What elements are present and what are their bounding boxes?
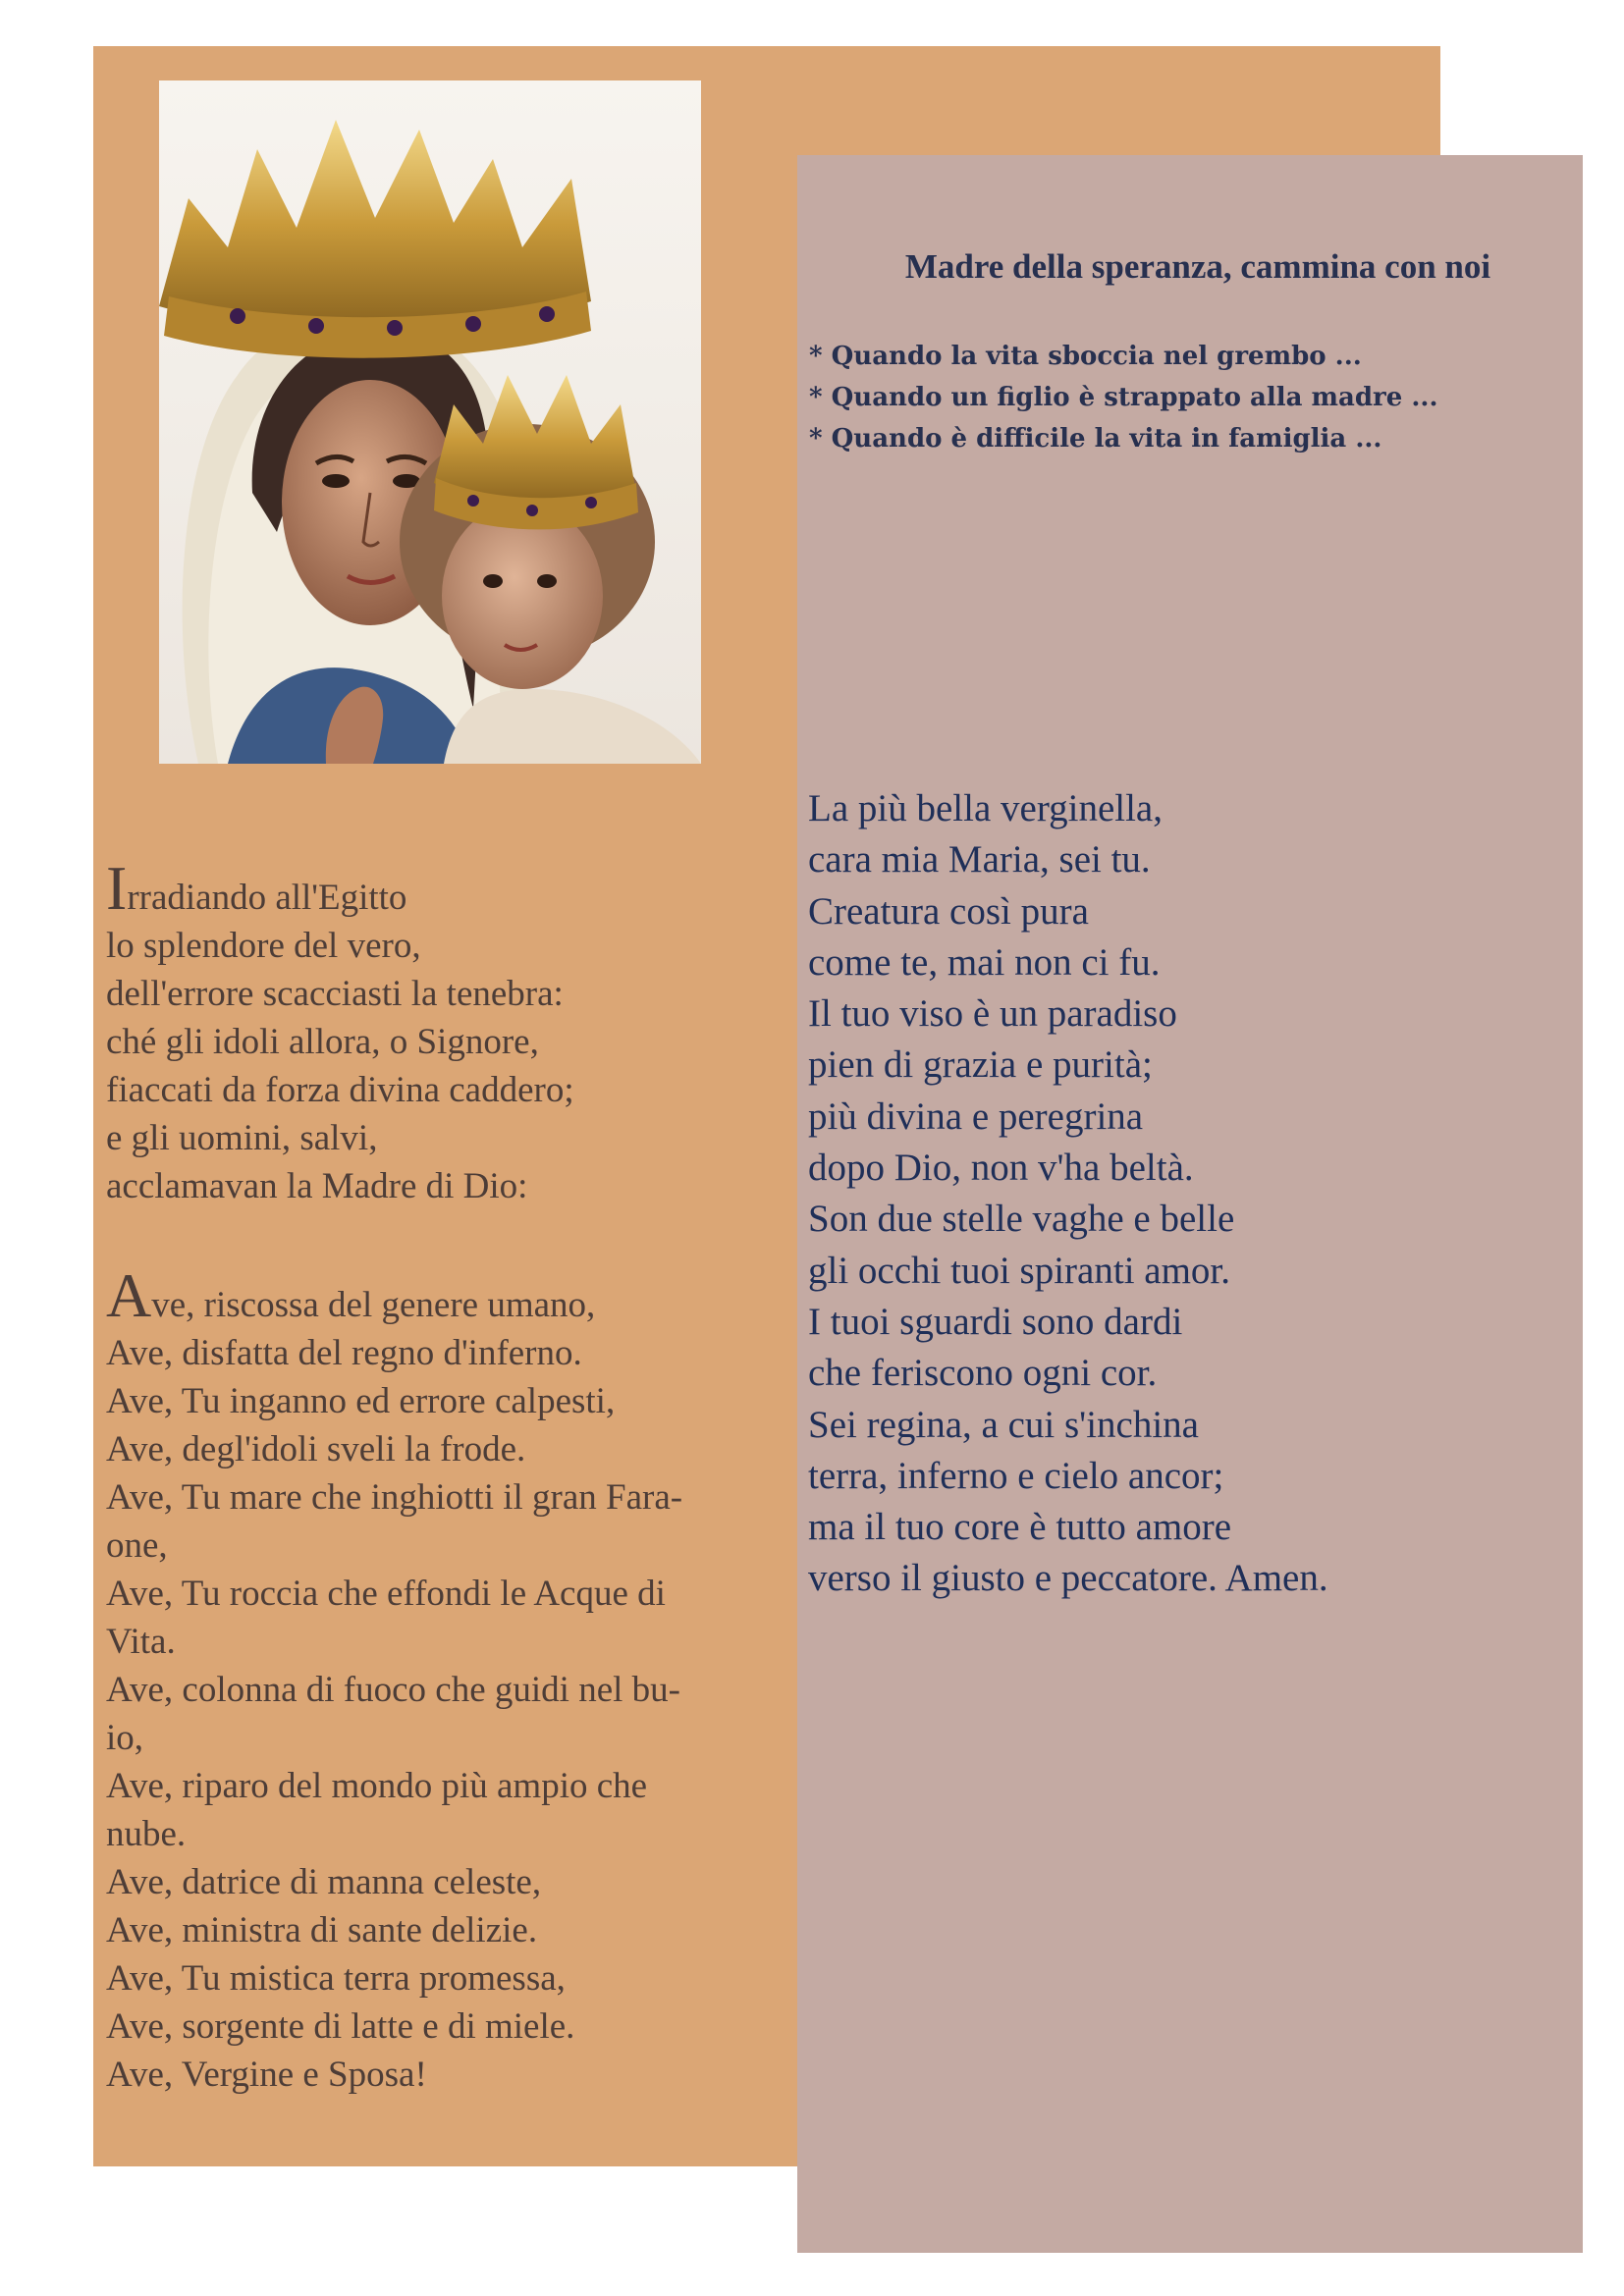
- hymn-line: ma il tuo core è tutto amore: [808, 1506, 1232, 1549]
- hymn-line: pien di grazia e purità;: [808, 1043, 1153, 1087]
- stanza-line: Ave, datrice di manna celeste,: [106, 1862, 542, 1902]
- stanza-line: Ave, riparo del mondo più ampio che: [106, 1766, 648, 1806]
- stanza-irradiando: [106, 853, 793, 1210]
- stanza-line: Ave, Tu mare che inghiotti il gran Fara-: [106, 1477, 683, 1518]
- hymn-line: come te, mai non ci fu.: [808, 940, 1161, 984]
- stanza-line: one,: [106, 1525, 168, 1566]
- madonna-and-child-icon: [159, 80, 701, 764]
- page-title: Madre della speranza, cammina con noi: [904, 247, 1491, 286]
- stanza-first-line: [106, 1260, 793, 1330]
- invocation-list: [809, 336, 1555, 459]
- list-item: * Quando la vita sboccia nel grembo ...: [809, 342, 1362, 371]
- stanza-line: Ave, Tu inganno ed errore calpesti,: [106, 1381, 616, 1421]
- stanza-line: Ave, ministra di sante delizie.: [106, 1910, 538, 1950]
- stanza-line: ché gli idoli allora, o Signore,: [106, 1022, 539, 1062]
- stanza-line: lo splendore del vero,: [106, 926, 421, 966]
- stanza-line: Ave, Vergine e Sposa!: [106, 2055, 427, 2095]
- hymn-line: dopo Dio, non v'ha beltà.: [808, 1147, 1194, 1190]
- hymn-line: La più bella verginella,: [808, 787, 1163, 829]
- hymn-line: gli occhi tuoi spiranti amor.: [808, 1249, 1231, 1292]
- hymn-line: più divina e peregrina: [808, 1095, 1144, 1138]
- stanza-line: nube.: [106, 1814, 187, 1854]
- hymn-line: cara mia Maria, sei tu.: [808, 838, 1151, 881]
- stanza-line: ve, riscossa del genere umano,: [151, 1285, 596, 1325]
- stanza-first-line: [106, 853, 793, 923]
- hymn-line: terra, inferno e cielo ancor;: [808, 1454, 1224, 1497]
- hymn-line: verso il giusto e peccatore. Amen.: [808, 1557, 1328, 1600]
- stanza-line: Ave, sorgente di latte e di miele.: [106, 2006, 575, 2047]
- stanza-line: Ave, degl'idoli sveli la frode.: [106, 1429, 526, 1469]
- stanza-line: e gli uomini, salvi,: [106, 1118, 378, 1158]
- stanza-ave: [106, 1260, 793, 2099]
- stanza-line: Ave, colonna di fuoco che guidi nel bu-: [106, 1670, 680, 1710]
- stanza-line: dell'errore scacciasti la tenebra:: [106, 974, 564, 1014]
- drop-cap: A: [106, 1260, 152, 1330]
- hymn-line: Sei regina, a cui s'inchina: [808, 1403, 1199, 1446]
- stanza-line: Ave, Tu mistica terra promessa,: [106, 1958, 566, 1999]
- stanza-line: Vita.: [106, 1622, 176, 1662]
- list-item: * Quando è difficile la vita in famiglia ...: [809, 424, 1382, 454]
- stanza-line: fiaccati da forza divina caddero;: [106, 1070, 574, 1110]
- stanza-line: acclamavan la Madre di Dio:: [106, 1166, 528, 1206]
- stanza-line: io,: [106, 1718, 144, 1758]
- hymn-text: [808, 783, 1554, 1605]
- list-item: * Quando un figlio è strappato alla madre ...: [809, 383, 1438, 412]
- madonna-statue-image: [159, 80, 701, 764]
- stanza-line: Ave, Tu roccia che effondi le Acque di: [106, 1574, 666, 1614]
- drop-cap: I: [106, 853, 128, 923]
- hymn-line: Son due stelle vaghe e belle: [808, 1198, 1235, 1241]
- hymn-line: I tuoi sguardi sono dardi: [808, 1300, 1183, 1343]
- stanza-line: Ave, disfatta del regno d'inferno.: [106, 1333, 582, 1373]
- hymn-line: che feriscono ogni cor.: [808, 1352, 1158, 1395]
- stanza-line: rradiando all'Egitto: [127, 878, 407, 918]
- hymn-line: Il tuo viso è un paradiso: [808, 992, 1177, 1036]
- hymn-line: Creatura così pura: [808, 889, 1089, 933]
